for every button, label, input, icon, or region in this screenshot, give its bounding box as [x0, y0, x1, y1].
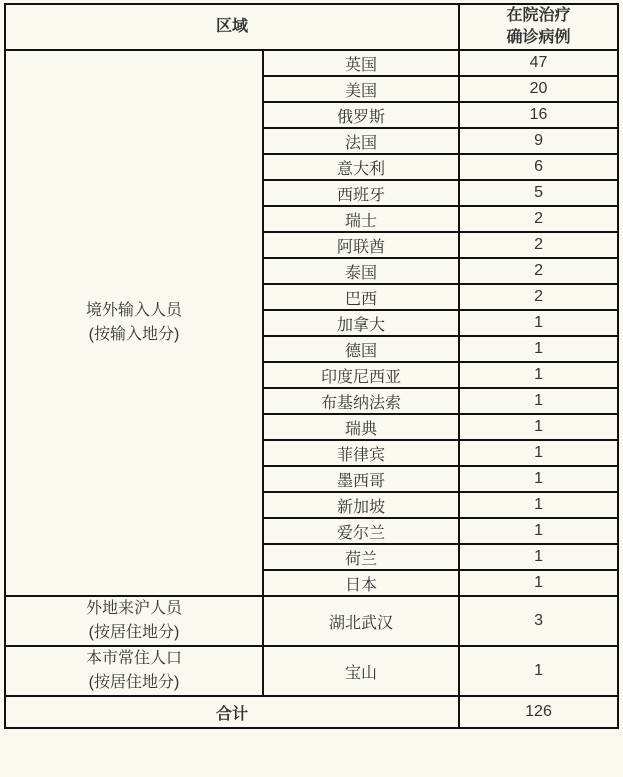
- count-cell: 1: [459, 388, 618, 414]
- count-cell: 1: [459, 310, 618, 336]
- case-table: [4, 3, 619, 729]
- count-cell: 2: [459, 232, 618, 258]
- count-cell: 3: [459, 596, 618, 646]
- place-cell: 墨西哥: [263, 466, 459, 492]
- header-row: [5, 4, 618, 50]
- count-cell: 47: [459, 50, 618, 76]
- table-body: [5, 50, 618, 696]
- group-label-line1: 境外输入人员: [85, 302, 182, 319]
- place-cell: 英国: [263, 50, 459, 76]
- place-cell: 荷兰: [263, 544, 459, 570]
- place-cell: 俄罗斯: [263, 102, 459, 128]
- count-cell: 9: [459, 128, 618, 154]
- table-row: [5, 50, 618, 76]
- group-label-line2: (按居住地分): [88, 674, 180, 691]
- place-cell: 法国: [263, 128, 459, 154]
- place-cell: 泰国: [263, 258, 459, 284]
- place-cell: 日本: [263, 570, 459, 596]
- place-cell: 新加坡: [263, 492, 459, 518]
- table-row: [5, 646, 618, 696]
- count-cell: 1: [459, 362, 618, 388]
- table-row: [5, 596, 618, 646]
- count-cell: 5: [459, 180, 618, 206]
- count-cell: 6: [459, 154, 618, 180]
- place-cell: 美国: [263, 76, 459, 102]
- count-cell: 1: [459, 492, 618, 518]
- count-cell: 2: [459, 258, 618, 284]
- table-header: [5, 4, 618, 50]
- total-value-cell: 126: [459, 696, 618, 728]
- place-cell: 巴西: [263, 284, 459, 310]
- total-row: [5, 696, 618, 728]
- table-footer: [5, 696, 618, 728]
- count-cell: 1: [459, 544, 618, 570]
- count-cell: 1: [459, 414, 618, 440]
- count-cell: 20: [459, 76, 618, 102]
- place-cell: 布基纳法索: [263, 388, 459, 414]
- total-label-cell: 合计: [5, 696, 459, 728]
- count-cell: 1: [459, 440, 618, 466]
- cases-header-line1: 在院治疗: [506, 7, 571, 24]
- cases-header-cell: [459, 4, 618, 50]
- place-cell: 西班牙: [263, 180, 459, 206]
- count-cell: 16: [459, 102, 618, 128]
- place-cell: 印度尼西亚: [263, 362, 459, 388]
- place-cell: 菲律宾: [263, 440, 459, 466]
- place-cell: 瑞典: [263, 414, 459, 440]
- place-cell: 湖北武汉: [263, 596, 459, 646]
- place-cell: 宝山: [263, 646, 459, 696]
- place-cell: 加拿大: [263, 310, 459, 336]
- count-cell: 1: [459, 570, 618, 596]
- place-cell: 爱尔兰: [263, 518, 459, 544]
- group-label-line1: 本市常住人口: [85, 650, 182, 667]
- group-cell: [5, 596, 263, 646]
- group-label-line2: (按输入地分): [88, 326, 180, 343]
- count-cell: 2: [459, 284, 618, 310]
- region-header-cell: 区域: [5, 4, 459, 50]
- place-cell: 阿联酋: [263, 232, 459, 258]
- cases-header-line2: 确诊病例: [506, 29, 571, 46]
- place-cell: 德国: [263, 336, 459, 362]
- place-cell: 瑞士: [263, 206, 459, 232]
- count-cell: 1: [459, 466, 618, 492]
- group-label-line2: (按居住地分): [88, 624, 180, 641]
- group-label-line1: 外地来沪人员: [85, 600, 182, 617]
- count-cell: 2: [459, 206, 618, 232]
- group-cell: [5, 50, 263, 596]
- count-cell: 1: [459, 646, 618, 696]
- count-cell: 1: [459, 336, 618, 362]
- group-cell: [5, 646, 263, 696]
- count-cell: 1: [459, 518, 618, 544]
- place-cell: 意大利: [263, 154, 459, 180]
